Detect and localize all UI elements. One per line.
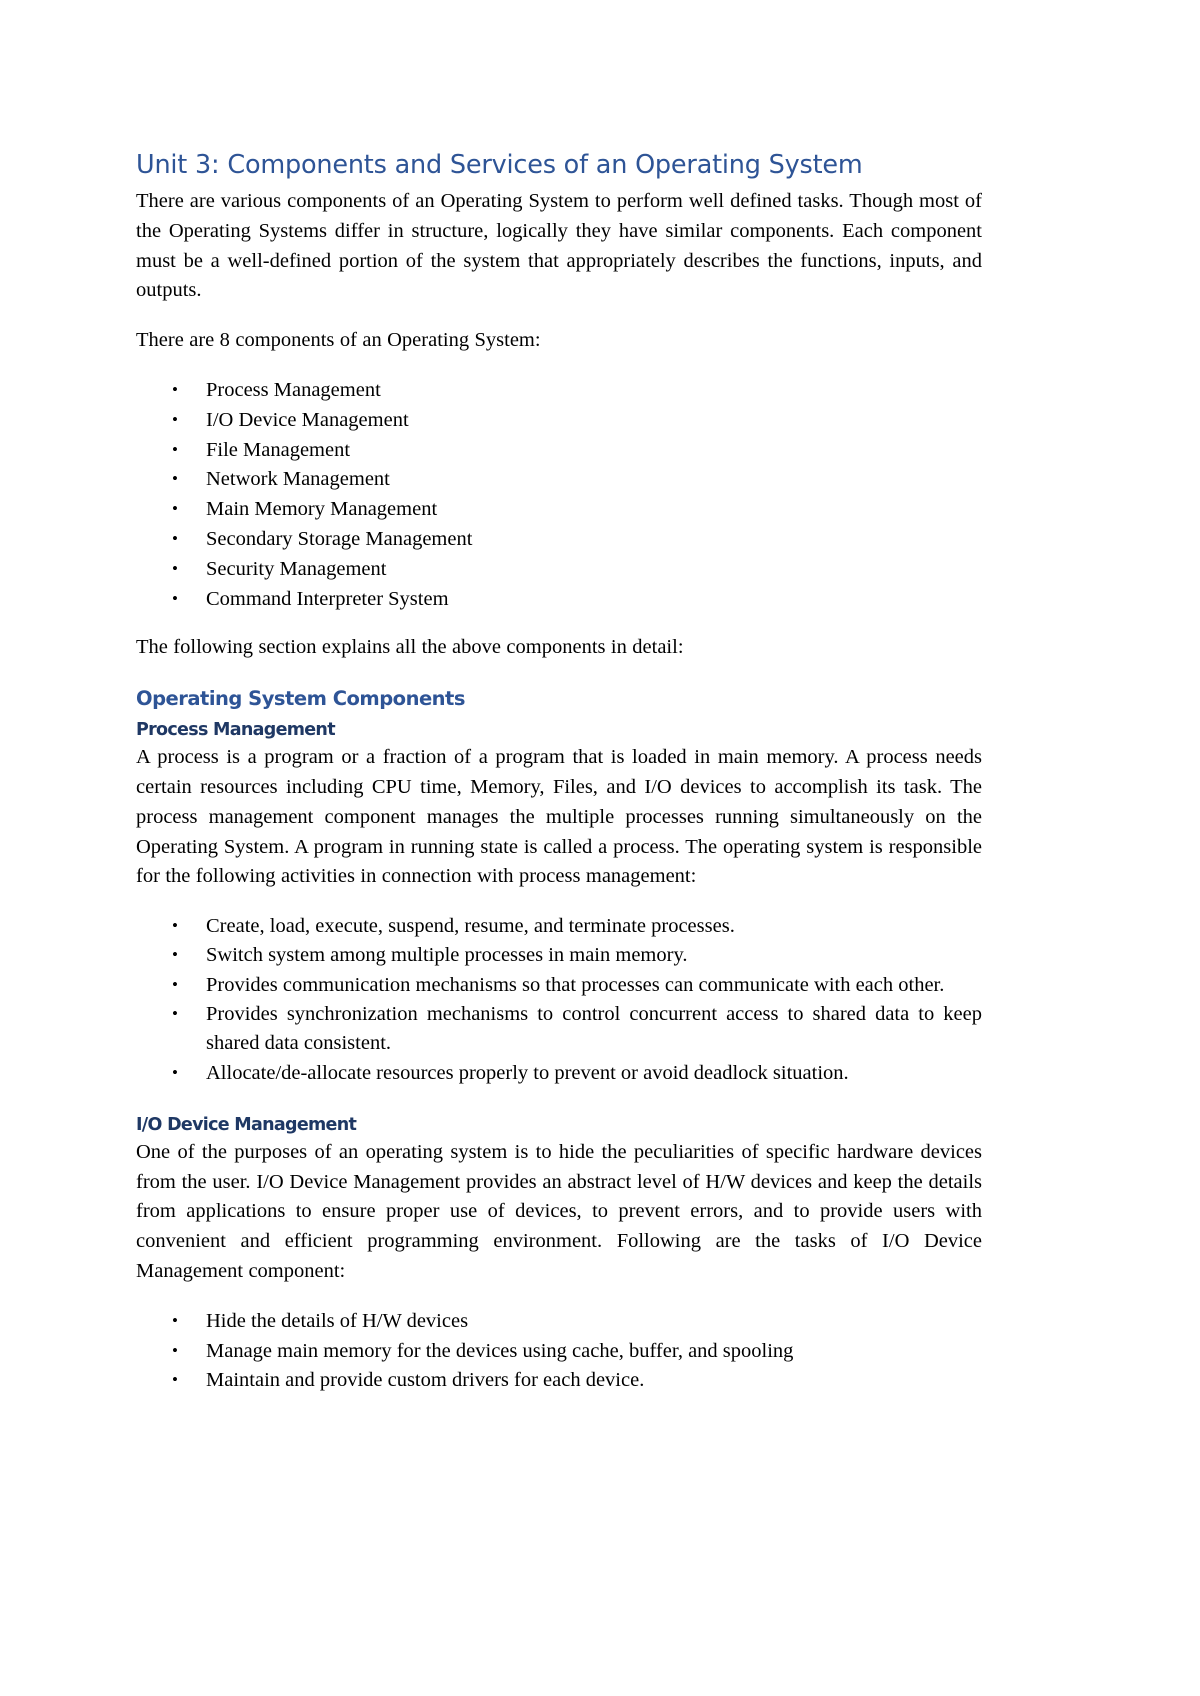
process-management-paragraph: A process is a program or a fraction of a program that is loaded in main memory. A process needs certain resources including CPU time, Memory, Files, and I/O devices to accomplish its task. The process management component manages the multiple processes running simultaneously on the Operating System. A program in running state is called a process. The operating system is responsible for the following activities in connection with process management: (136, 746, 982, 888)
list-item: • Secondary Storage Management (136, 525, 982, 554)
os-components-list (136, 376, 982, 614)
intro-paragraph: There are various components of an Operating System to perform well defined tasks. Though most of the Operating Systems differ in structure, logically they have similar components. Each component must be a well-defined portion of the system that appropriately describes the functions, inputs, and outputs. (136, 190, 982, 302)
process-management-list (136, 912, 982, 1088)
list-item: • Network Management (136, 465, 982, 494)
sub-heading-process-management: Process Management (136, 720, 335, 741)
list-item: • Provides communication mechanisms so that processes can communicate with each other. (136, 971, 982, 1000)
io-device-management-list (136, 1307, 982, 1396)
list-item: • Switch system among multiple processes in main memory. (136, 941, 982, 970)
page-title: Unit 3: Components and Services of an Operating System (136, 150, 863, 180)
list-item: • Process Management (136, 376, 982, 405)
list-item: • I/O Device Management (136, 406, 982, 435)
list-item: • Security Management (136, 555, 982, 584)
components-lead-text: There are 8 components of an Operating System: (136, 329, 541, 352)
document-content (136, 150, 982, 1396)
list-item: • Manage main memory for the devices using cache, buffer, and spooling (136, 1337, 982, 1366)
sub-heading-io-device-management: I/O Device Management (136, 1114, 357, 1135)
section-heading-operating-system-components: Operating System Components (136, 686, 465, 710)
list-item: • Maintain and provide custom drivers for each device. (136, 1366, 982, 1395)
list-item: • Allocate/de-allocate resources properly to prevent or avoid deadlock situation. (136, 1059, 982, 1088)
list-item: • Hide the details of H/W devices (136, 1307, 982, 1336)
list-item: • Create, load, execute, suspend, resume, and terminate processes. (136, 912, 982, 941)
following-section-note: The following section explains all the above components in detail: (136, 635, 684, 658)
list-item: • Main Memory Management (136, 495, 982, 524)
list-item: • Provides synchronization mechanisms to control concurrent access to shared data to keep shared data consistent. (136, 1000, 982, 1059)
list-item: • Command Interpreter System (136, 585, 982, 614)
io-device-management-paragraph: One of the purposes of an operating system is to hide the peculiarities of specific hardware devices from the user. I/O Device Management provides an abstract level of H/W devices and keep the details from applications to ensure proper use of devices, to prevent errors, and to provide users with convenient and efficient programming environment. Following are the tasks of I/O Device Management component: (136, 1140, 982, 1283)
list-item: • File Management (136, 436, 982, 465)
